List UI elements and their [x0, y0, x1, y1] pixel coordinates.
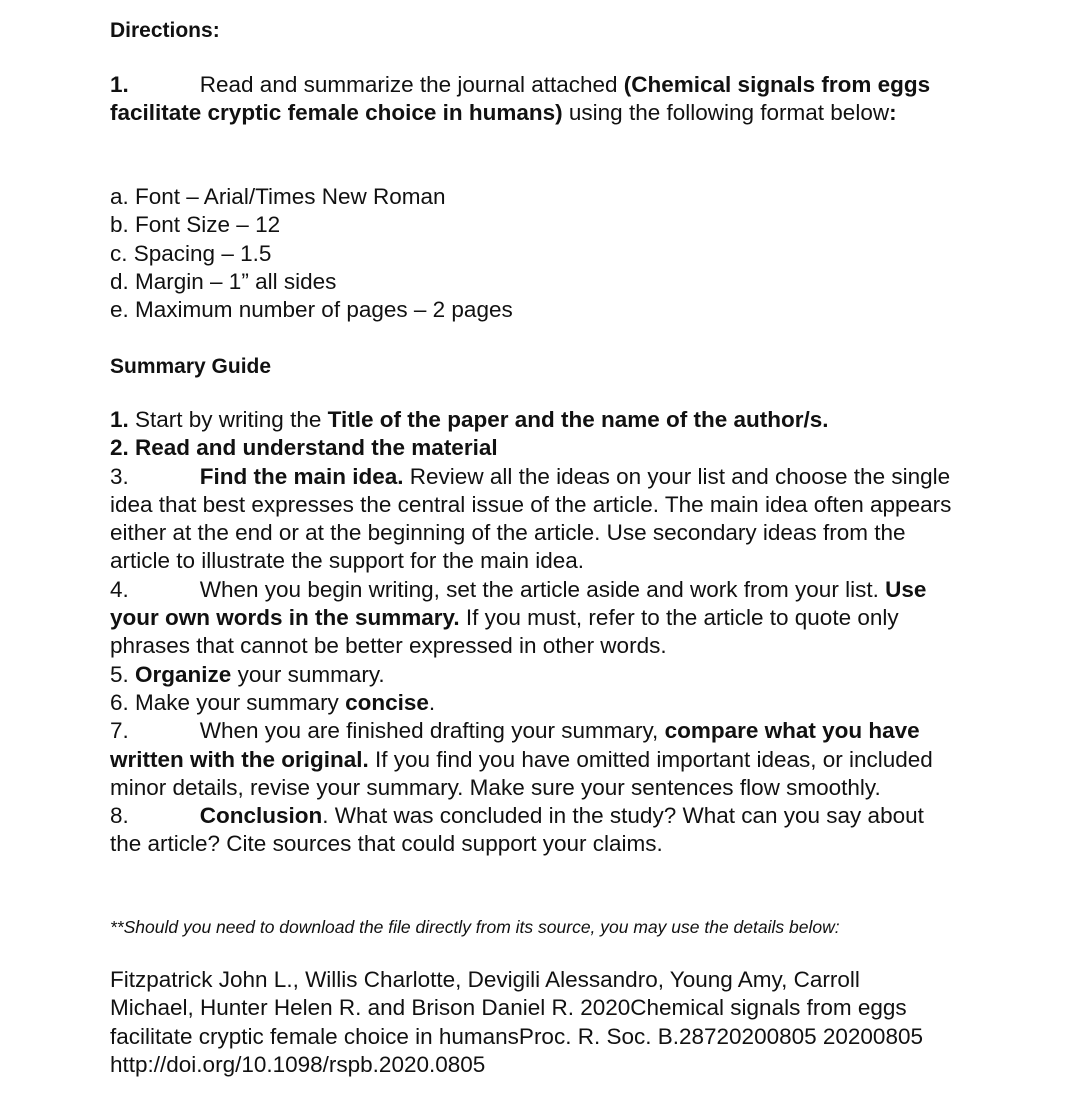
- directions-heading: Directions:: [110, 19, 220, 42]
- guide-step-2: 2. Read and understand the material: [110, 435, 498, 461]
- doi-link: http://doi.org/10.1098/rspb.2020.0805: [110, 1051, 486, 1077]
- format-item-margin: d. Margin – 1” all sides: [110, 268, 337, 294]
- download-note: **Should you need to download the file directly from its source, you may use the details below:: [110, 917, 840, 937]
- format-item-spacing: c. Spacing – 1.5: [110, 240, 272, 266]
- citation-line: Michael, Hunter Helen R. and Brison Daniel R. 2020Chemical signals from eggs: [110, 995, 907, 1021]
- guide-step-6: 6. Make your summary concise.: [110, 689, 436, 715]
- instruction-colon: :: [889, 100, 897, 126]
- guide-step-5: 5. Organize your summary.: [110, 661, 385, 687]
- journal-title: (Chemical signals from eggs facilitate cryptic female choice in humans): [110, 72, 931, 126]
- format-list: [110, 183, 960, 324]
- citation-line: Fitzpatrick John L., Willis Charlotte, Devigili Alessandro, Young Amy, Carroll: [110, 967, 860, 992]
- instruction-text-after: using the following format below: [562, 100, 890, 126]
- instruction-text-before: Read and summarize the journal attached: [199, 72, 624, 97]
- guide-step-3: 3. Find the main idea. Review all the ideas on your list and choose the single idea that best expresses the central issue of the article. The main idea often appears either at the end or at the beginning of the article. Use secondary ideas from the article to illustrate the support for the main idea.: [110, 463, 952, 574]
- instruction-number: 1.: [110, 72, 129, 97]
- guide-step-4: 4. When you begin writing, set the article aside and work from your list. Use your own words in the summary. If you must, refer to the article to quote only phrases that cannot be better expressed in other words.: [110, 576, 927, 659]
- citation: [110, 966, 960, 1079]
- format-item-font-size: b. Font Size – 12: [110, 212, 281, 238]
- guide-step-8: 8. Conclusion. What was concluded in the study? What can you say about the article? Cite sources that could support your claims.: [110, 803, 924, 857]
- guide-step-7: 7. When you are finished drafting your summary, compare what you have written with the original. If you find you have omitted important ideas, or included minor details, revise your summary. Make sure your sentences flow smoothly.: [110, 718, 933, 800]
- guide-step-1: 1. Start by writing the Title of the paper and the name of the author/s.: [110, 407, 829, 432]
- instruction-paragraph: [110, 71, 960, 128]
- summary-guide-heading: Summary Guide: [110, 355, 272, 378]
- format-item-font: a. Font – Arial/Times New Roman: [110, 184, 446, 209]
- summary-guide-list: [110, 406, 960, 859]
- citation-line: facilitate cryptic female choice in humansProc. R. Soc. B.28720200805 20200805: [110, 1023, 923, 1049]
- format-item-max-pages: e. Maximum number of pages – 2 pages: [110, 297, 513, 323]
